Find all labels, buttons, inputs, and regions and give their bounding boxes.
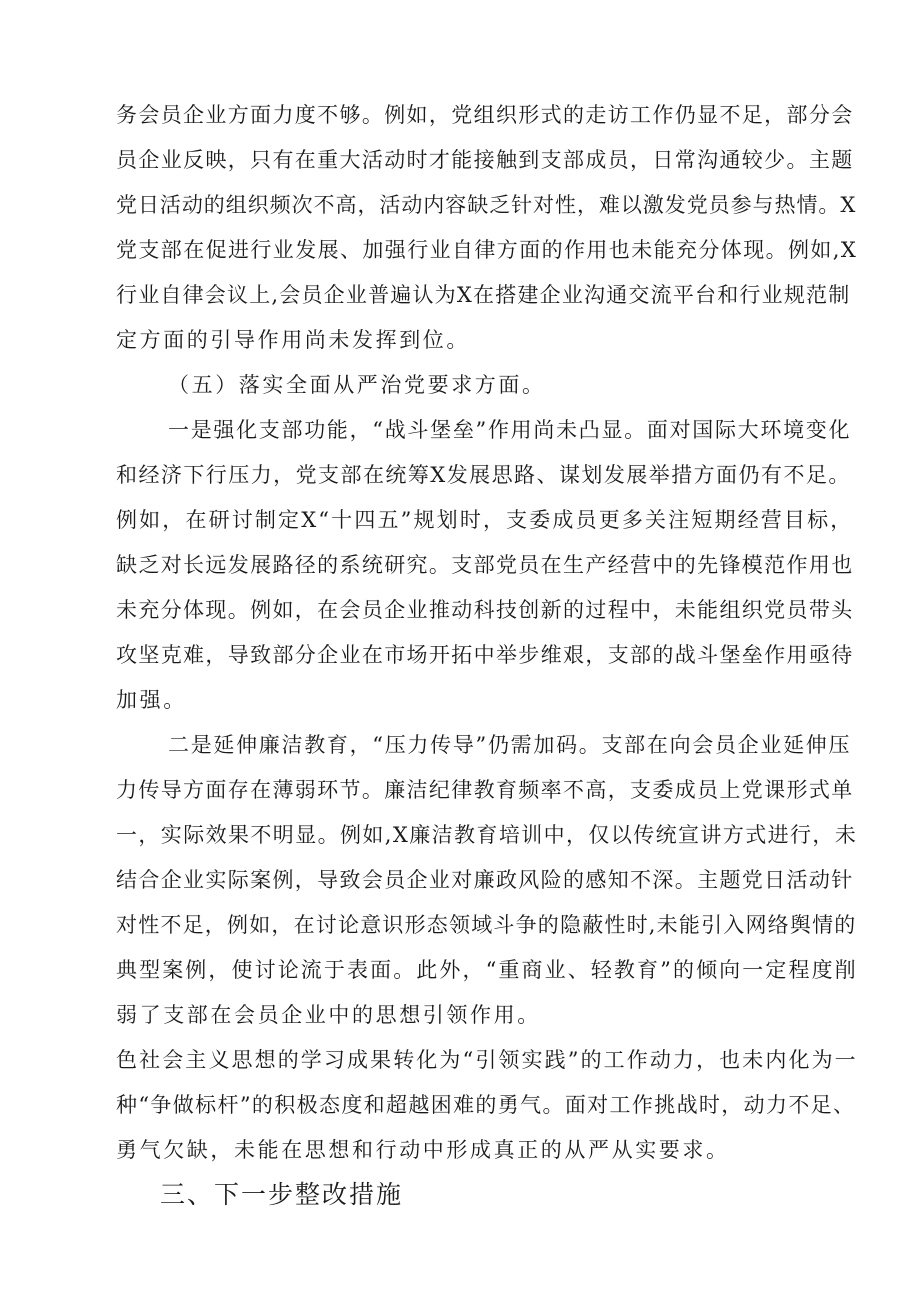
text-line: 未充分体现。例如，在会员企业推动科技创新的过程中，未能组织党员带头 [116,598,854,622]
text-line: 定方面的引导作用尚未发挥到位。 [116,328,470,352]
text-line: 务会员企业方面力度不够。例如，党组织形式的走访工作仍显不足，部分会 [116,103,854,127]
section-heading-3: 三、下一步整改措施 [160,1180,404,1209]
text-line: 加强。 [116,688,187,712]
text-line: 员企业反映，只有在重大活动时才能接触到支部成员，日常沟通较少。主题 [116,148,854,172]
text-line: 攻坚克难，导致部分企业在市场开拓中举步维艰，支部的战斗堡垒作用亟待 [116,643,854,667]
text-line: 典型案例，使讨论流于表面。此外，“重商业、轻教育”的倾向一定程度削 [116,958,858,982]
text-line: 一是强化支部功能，“战斗堡垒”作用尚未凸显。面对国际大环境变化 [168,418,852,442]
text-line: 和经济下行压力，党支部在统筹X发展思路、谋划发展举措方面仍有不足。 [116,463,851,487]
text-line: 对性不足，例如，在讨论意识形态领域斗争的隐蔽性时,未能引入网络舆情的 [116,913,857,937]
text-line: 色社会主义思想的学习成果转化为“引领实践”的工作动力，也未内化为一 [116,1048,858,1072]
text-line: 结合企业实际案例，导致会员企业对廉政风险的感知不深。主题党日活动针 [116,868,854,892]
text-line: 行业自律会议上,会员企业普遍认为X在搭建企业沟通交流平台和行业规范制 [116,283,851,307]
text-line: 种“争做标杆”的积极态度和超越困难的勇气。面对工作挑战时，动力不足、 [116,1093,856,1117]
text-line: 党日活动的组织频次不高，活动内容缺乏针对性，难以激发党员参与热情。X [116,193,857,217]
subheading-section-5: （五）落实全面从严治党要求方面。 [168,373,546,397]
text-line: 党支部在促进行业发展、加强行业自律方面的作用也未能充分体现。例如,X [116,238,858,262]
text-line: 弱了支部在会员企业中的思想引领作用。 [116,1003,541,1027]
text-line: 例如，在研讨制定X“十四五”规划时，支委成员更多关注短期经营目标， [116,508,854,532]
text-line: 勇气欠缺，未能在思想和行动中形成真正的从严从实要求。 [116,1138,730,1162]
text-line: 缺乏对长远发展路径的系统研究。支部党员在生产经营中的先锋模范作用也 [116,553,854,577]
text-line: 二是延伸廉洁教育，“压力传导”仍需加码。支部在向会员企业延伸压 [168,733,852,757]
text-line: 一，实际效果不明显。例如,X廉洁教育培训中，仅以传统宣讲方式进行，未 [116,823,858,847]
text-line: 力传导方面存在薄弱环节。廉洁纪律教育频率不高，支委成员上党课形式单 [116,778,854,802]
